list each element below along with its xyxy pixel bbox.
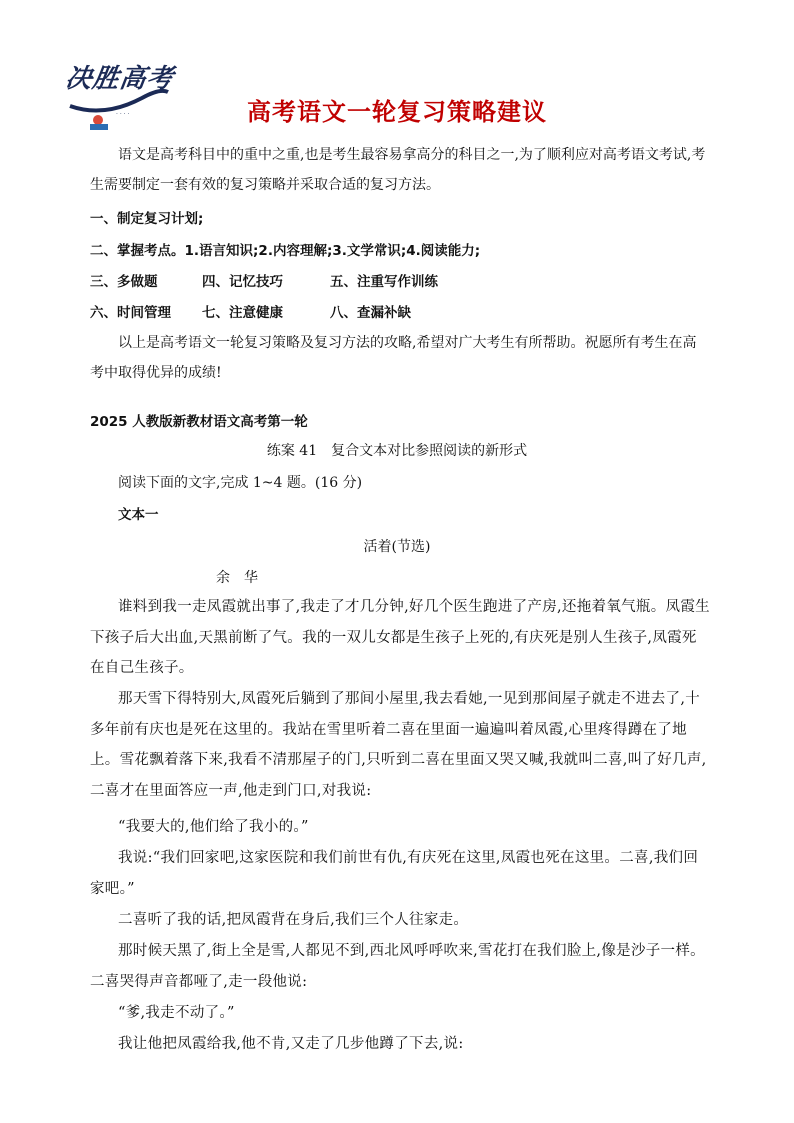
tip-review: 八、查漏补缺 bbox=[330, 305, 411, 321]
story-paragraph: “爹,我走不动了。” bbox=[118, 1005, 235, 1021]
tip-memory: 四、记忆技巧 bbox=[202, 274, 283, 290]
intro-row-4 bbox=[90, 301, 411, 321]
story-paragraph: 那时候天黑了,街上全是雪,人都见不到,西北风呼呼吹来,雪花打在我们脸上,像是沙子一样。二喜哭得声音都哑了,走一段他说: bbox=[90, 943, 705, 990]
author: 余 华 bbox=[216, 570, 258, 586]
story-paragraph: 我让他把凤霞给我,他不肯,又走了几步他蹲了下去,说: bbox=[118, 1036, 464, 1052]
intro-item-2: 二、掌握考点。1.语言知识;2.内容理解;3.文学常识;4.阅读能力; bbox=[90, 243, 481, 259]
story-paragraph: “我要大的,他们给了我小的。” bbox=[118, 819, 309, 835]
closing-paragraph: 以上是高考语文一轮复习策略及复习方法的攻略,希望对广大考生有所帮助。祝愿所有考生在高考中取得优异的成绩! bbox=[90, 335, 697, 381]
exercise-series: 2025 人教版新教材语文高考第一轮 bbox=[90, 414, 308, 430]
story-paragraph: 二喜听了我的话,把凤霞背在身后,我们三个人往家走。 bbox=[118, 912, 469, 928]
exercise-instruction: 阅读下面的文字,完成 1~4 题。(16 分) bbox=[118, 475, 363, 491]
tip-practice: 三、多做题 bbox=[90, 274, 158, 290]
logo-text: 决胜高考 bbox=[63, 64, 176, 94]
intro-item-1: 一、制定复习计划; bbox=[90, 211, 204, 227]
work-title: 活着(节选) bbox=[363, 539, 431, 555]
story-paragraph: 谁料到我一走凤霞就出事了,我走了才几分钟,好几个医生跑进了产房,还拖着氧气瓶。凤霞生下孩子后大出血,天黑前断了气。我的一双儿女都是生孩子上死的,有庆死是别人生孩子,凤霞死在自己生孩子。 bbox=[90, 599, 710, 676]
svg-text:· · · ·: · · · · bbox=[116, 111, 130, 118]
page-title: 高考语文一轮复习策略建议 bbox=[247, 98, 547, 126]
story-paragraph: 我说:“我们回家吧,这家医院和我们前世有仇,有庆死在这里,凤霞也死在这里。二喜,我们回家吧。” bbox=[90, 850, 699, 897]
exercise-title: 练案 41 复合文本对比参照阅读的新形式 bbox=[266, 443, 528, 459]
tip-time: 六、时间管理 bbox=[90, 305, 171, 321]
text-label: 文本一 bbox=[118, 507, 159, 523]
tip-health: 七、注意健康 bbox=[202, 305, 283, 321]
tip-writing: 五、注重写作训练 bbox=[330, 274, 438, 290]
intro-paragraph: 语文是高考科目中的重中之重,也是考生最容易拿高分的科目之一,为了顺利应对高考语文考试,考生需要制定一套有效的复习策略并采取合适的复习方法。 bbox=[90, 147, 706, 193]
intro-row-3 bbox=[90, 270, 438, 290]
story-paragraph: 那天雪下得特别大,凤霞死后躺到了那间小屋里,我去看她,一见到那间屋子就走不进去了,十多年前有庆也是死在这里的。我站在雪里听着二喜在里面一遍遍叫着凤霞,心里疼得蹲在了地上。雪花飘着落下来,我看不清那屋子的门,只听到二喜在里面又哭又喊,我就叫二喜,叫了好几声,二喜才在里面答应一声,他走到门口,对我说: bbox=[90, 691, 707, 799]
